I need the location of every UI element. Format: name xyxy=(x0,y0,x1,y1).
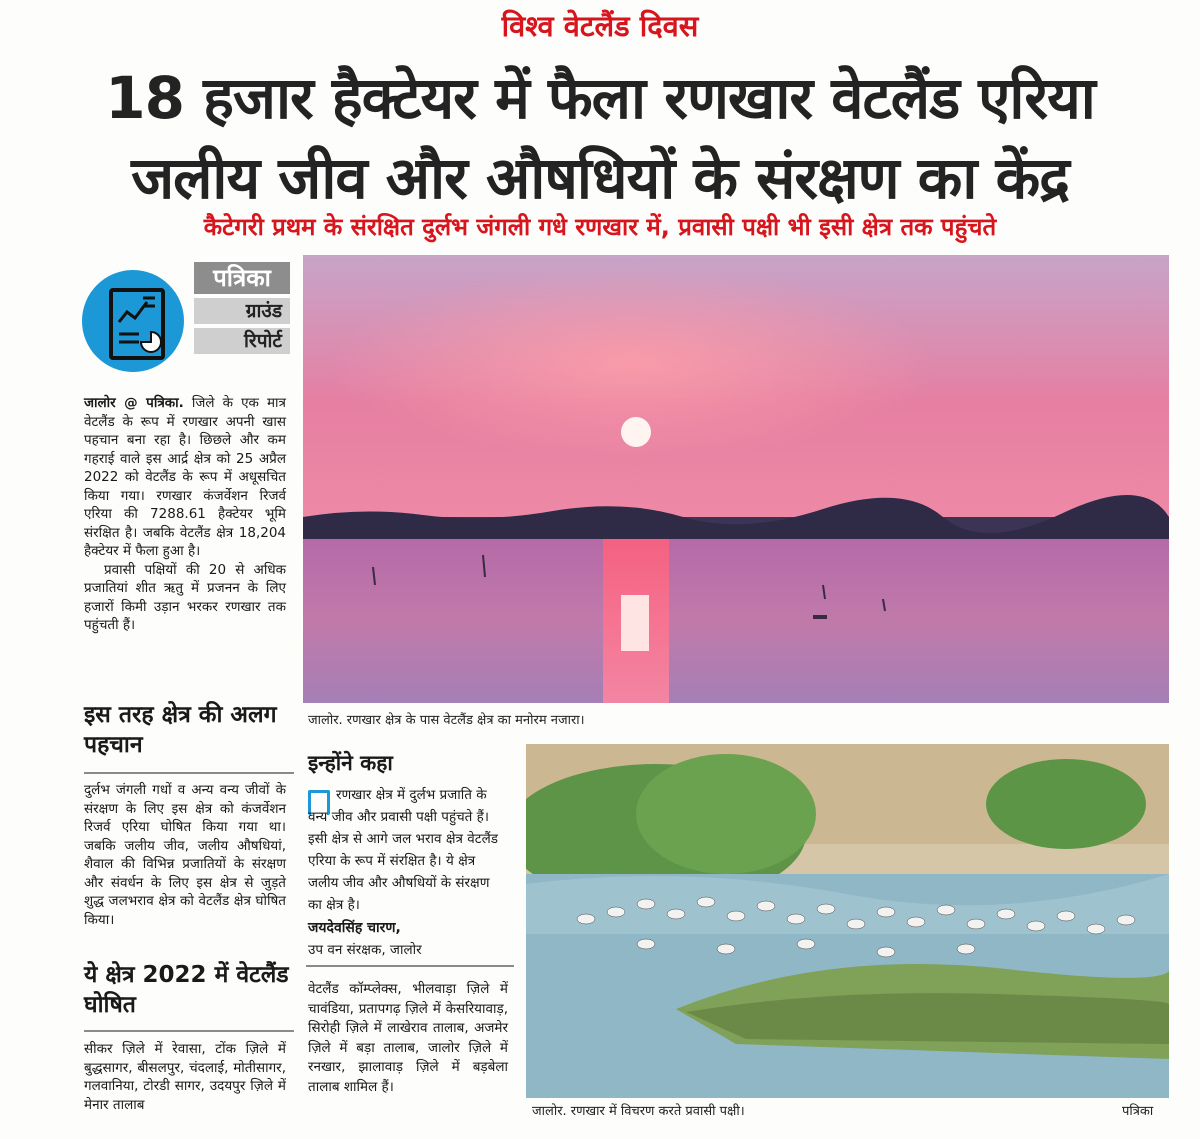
brand-label: पत्रिका xyxy=(194,262,290,294)
divider xyxy=(84,1030,294,1032)
ground-report-logo xyxy=(82,262,294,382)
divider xyxy=(306,965,514,967)
dateline: जालोर @ पत्रिका. xyxy=(84,395,184,411)
intro-text xyxy=(84,394,286,635)
wetlands-list: वेटलैंड कॉम्प्लेक्स, भीलवाड़ा ज़िले में चावंडिया, प्रतापगढ़ ज़िले में केसरियावाड़, सिरोही ज़िले में लाखेराव तालाब, अजमेर ज़िले में बड़ा तालाब, जालोर ज़िले में रनखार, झालावाड़ ज़िले में बड़बेला तालाब शामिल हैं। xyxy=(308,981,508,1095)
quote-heading: इन्होंने कहा xyxy=(308,751,393,775)
section-heading-2022: ये क्षेत्र 2022 में वेटलैंड घोषित xyxy=(84,962,289,1018)
intro-paragraph-2: प्रवासी पक्षियों की 20 से अधिक प्रजातियां शीत ऋतु में प्रजनन के लिए हजारों किमी उड़ान भरकर रणखार तक पहुंचती हैं। xyxy=(84,561,286,633)
section-body-2022: सीकर ज़िले में रेवासा, टोंक ज़िले में बुद्धसागर, बीसलपुर, चंदलाई, मोतीसागर, गलवानिया, टोरडी सागर, उदयपुर ज़िले में मेनार तालाब xyxy=(84,1041,286,1113)
intro-paragraph-1: जिले के एक मात्र वेटलैंड के रूप में रणखार अपनी खास पहचान बना रहा है। छिछले और कम गहराई वाले इस आर्द्र क्षेत्र को 25 अप्रैल 2022 को वेटलैंड के रूप में अधूसचित किया गया। रणखार कंजर्वेशन रिजर्व एरिया की 7288.61 हैक्टेयर भूमि संरक्षित है। जबकि वेटलैंड क्षेत्र 18,204 हैक्टेयर में फैला हुआ है। xyxy=(84,395,287,559)
report-chart-icon xyxy=(109,288,165,360)
quote-name: जयदेवसिंह चारण, xyxy=(308,920,401,936)
report-label: रिपोर्ट xyxy=(194,328,290,354)
quote-text: रणखार क्षेत्र में दुर्लभ प्रजाति के वन्य जीव और प्रवासी पक्षी पहुंचते हैं। इसी क्षेत्र से आगे जल भराव क्षेत्र वेटलैंड एरिया के रूप में संरक्षित है। ये क्षेत्र जलीय जीव और औषधियों के संरक्षण का क्षेत्र है। xyxy=(308,787,498,913)
ground-label: ग्राउंड xyxy=(194,298,290,324)
kicker: विश्व वेटलैंड दिवस xyxy=(501,9,699,43)
sunset-wetland-photo xyxy=(303,255,1169,703)
section-body-identity: दुर्लभ जंगली गधों व अन्य वन्य जीवों के संरक्षण के लिए इस क्षेत्र को कंजर्वेशन रिजर्व एरिया घोषित किया गया था। जबकि जलीय जीव, जलीय औषधियां, शैवाल की विभिन्न प्रजातियों के संरक्षण और संवर्धन के लिए इस क्षेत्र से जुड़ते शुद्ध जलभराव क्षेत्र को वेटलैंड क्षेत्र घोषित किया। xyxy=(84,782,286,928)
headline-line-1: 18 हजार हैक्टेयर में फैला रणखार वेटलैंड एरिया xyxy=(105,64,1095,132)
divider xyxy=(84,772,294,774)
headline-line-2: जलीय जीव और औषधियों के संरक्षण का केंद्र xyxy=(131,144,1069,212)
section-heading-identity: इस तरह क्षेत्र की अलग पहचान xyxy=(84,702,277,758)
quote-designation: उप वन संरक्षक, जालोर xyxy=(308,942,422,958)
birds-photo-caption: जालोर. रणखार में विचरण करते प्रवासी पक्षी। xyxy=(532,1104,745,1119)
migratory-birds-photo xyxy=(526,744,1169,1098)
subheadline: कैटेगरी प्रथम के संरक्षित दुर्लभ जंगली गधे रणखार में, प्रवासी पक्षी भी इसी क्षेत्र तक पहुंचते xyxy=(203,213,997,241)
sunset-photo-caption: जालोर. रणखार क्षेत्र के पास वेटलैंड क्षेत्र का मनोरम नजारा। xyxy=(308,713,585,728)
photo-credit: पत्रिका xyxy=(1122,1104,1154,1119)
